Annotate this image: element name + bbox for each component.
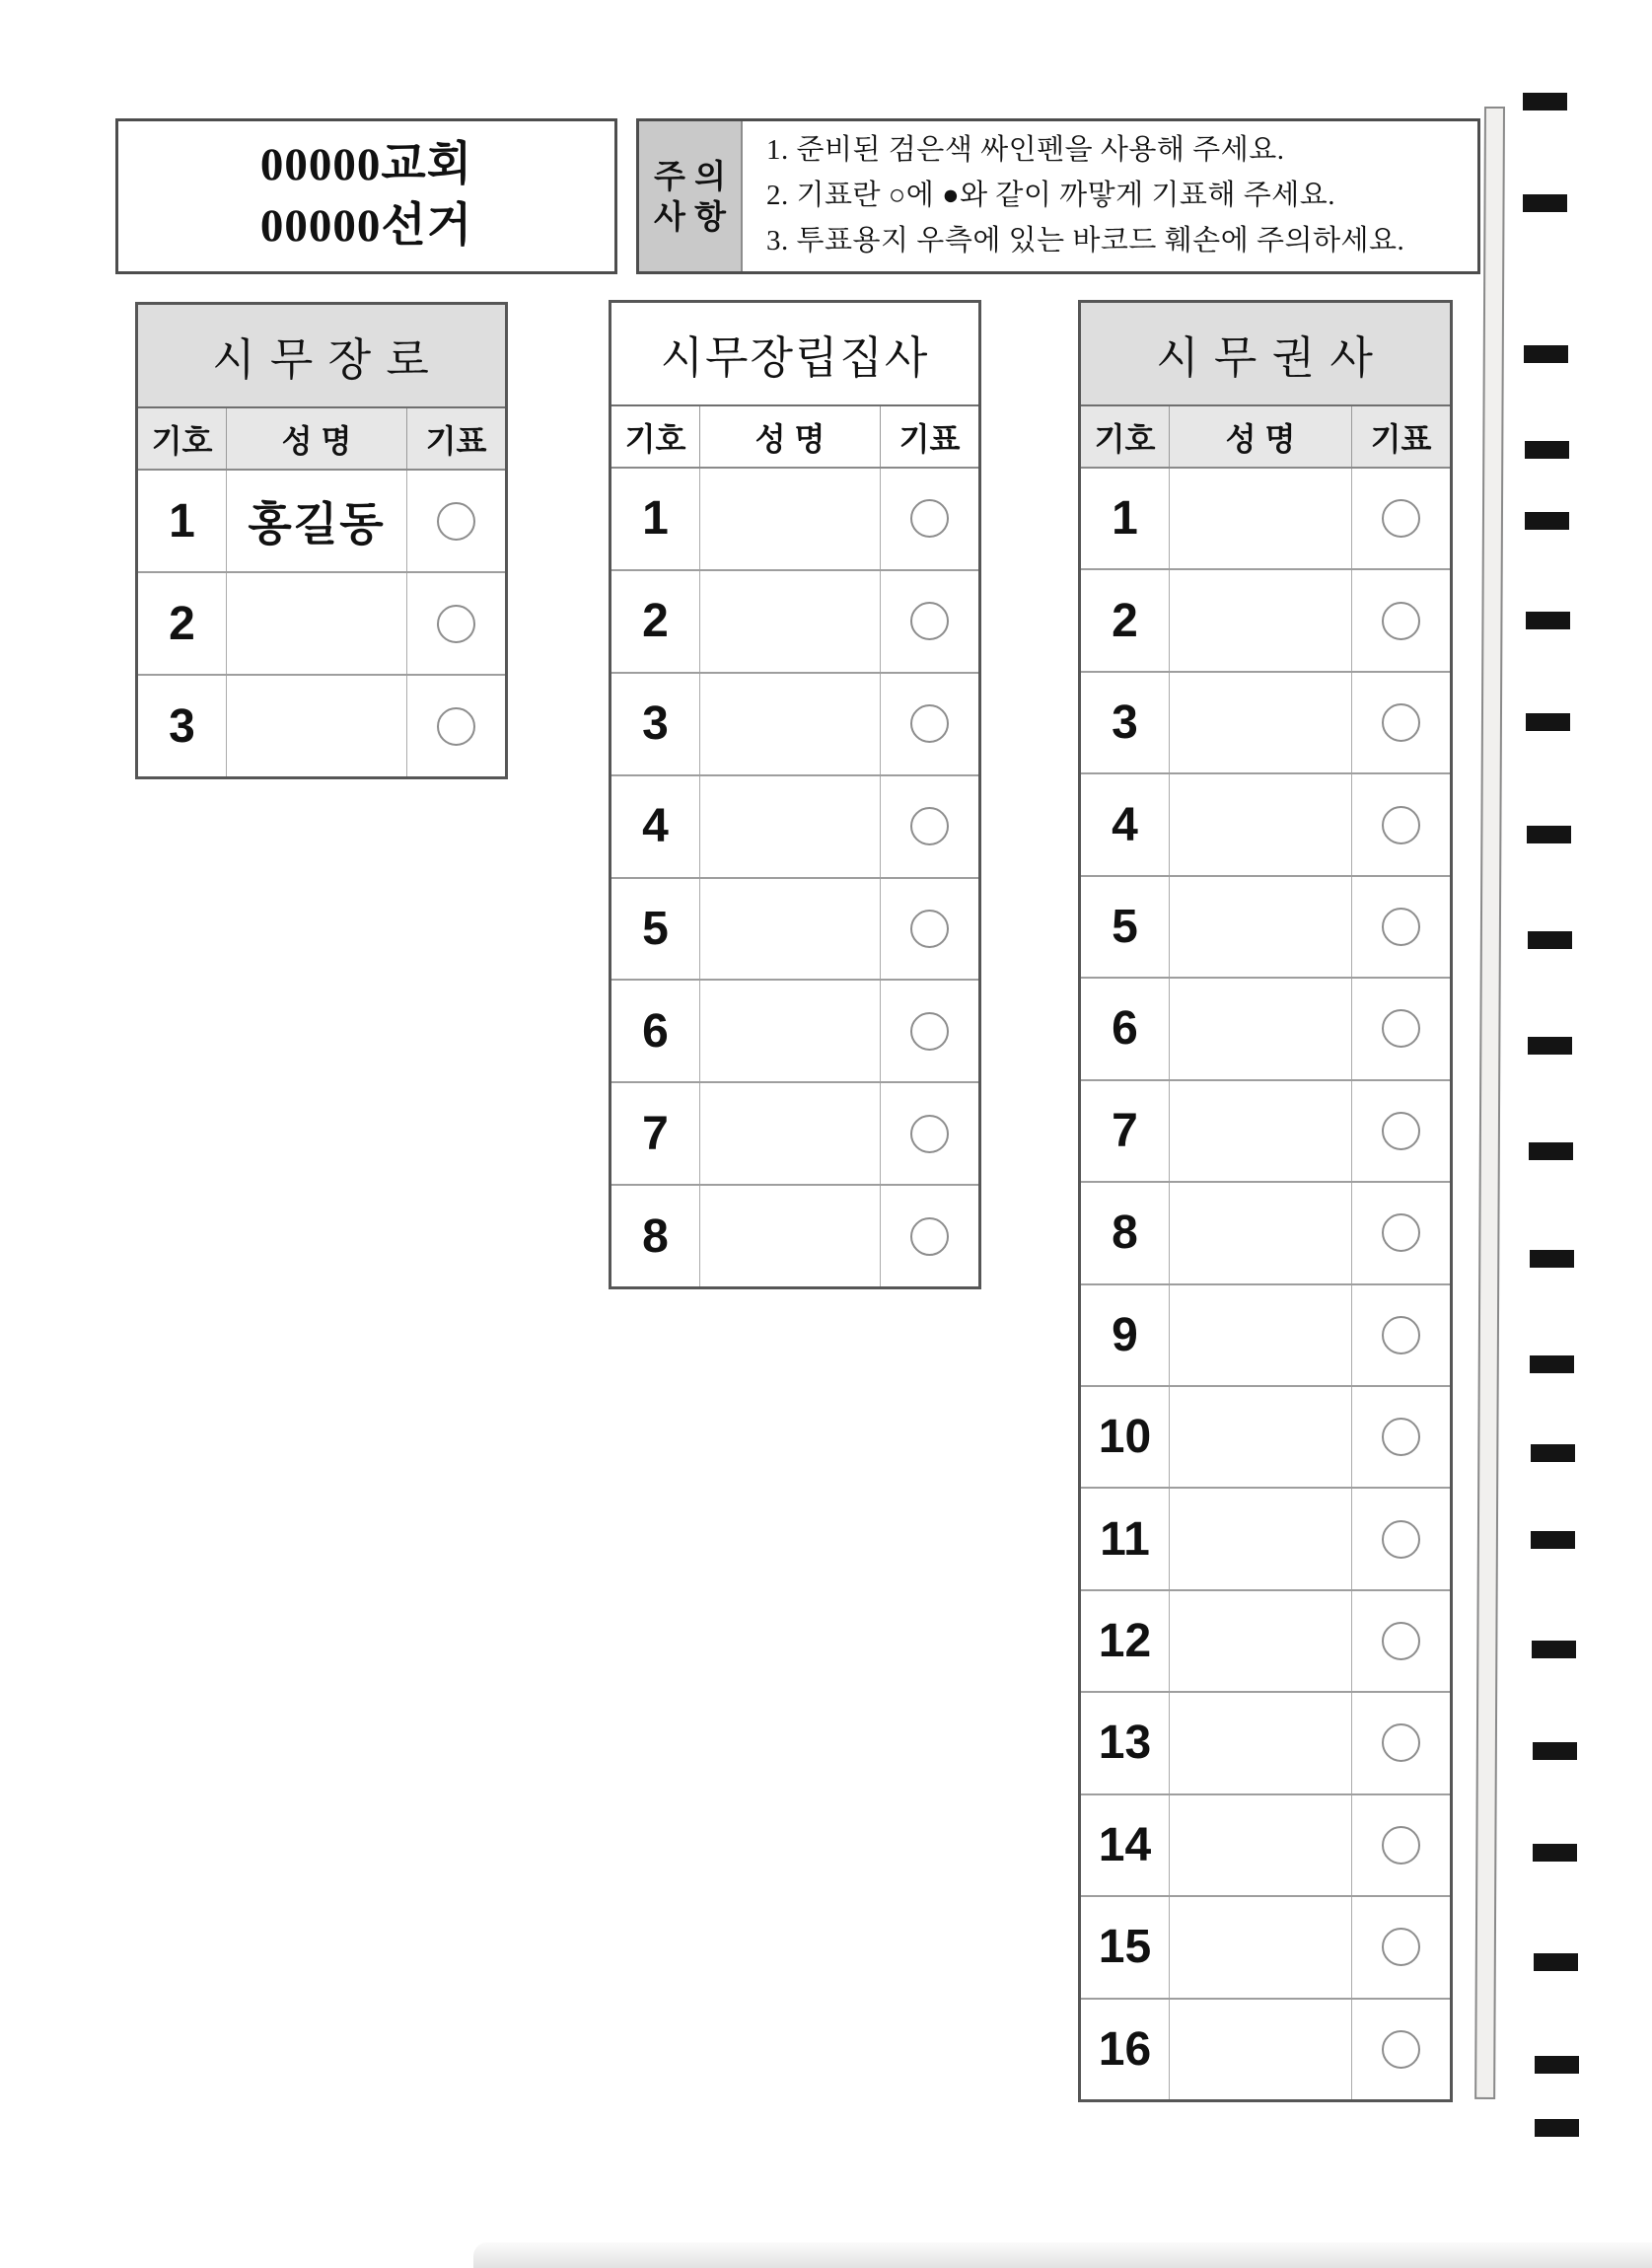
candidate-name	[227, 573, 407, 674]
candidate-name	[1170, 1285, 1352, 1385]
candidate-row	[611, 1083, 978, 1186]
mark-cell	[881, 981, 978, 1081]
candidate-row	[611, 776, 978, 879]
candidate-number: 3	[138, 676, 227, 776]
mark-circle[interactable]	[910, 910, 949, 948]
barcode-mark	[1533, 1742, 1577, 1760]
notice-label	[639, 121, 743, 271]
candidate-row	[611, 571, 978, 674]
barcode-mark	[1533, 1844, 1577, 1862]
candidate-number: 2	[1081, 570, 1170, 670]
mark-circle[interactable]	[910, 499, 949, 538]
candidate-row	[1081, 1897, 1450, 1999]
mark-circle[interactable]	[1382, 908, 1420, 946]
candidate-number: 12	[1081, 1591, 1170, 1691]
mark-cell	[407, 573, 505, 674]
candidate-number: 11	[1081, 1489, 1170, 1588]
mark-circle[interactable]	[1382, 1723, 1420, 1762]
column-header-number: 기호	[1081, 406, 1170, 467]
ballot-body	[1081, 469, 1450, 2099]
candidate-row	[1081, 673, 1450, 774]
candidate-row	[1081, 979, 1450, 1080]
mark-circle[interactable]	[1382, 703, 1420, 742]
barcode-mark	[1523, 194, 1567, 212]
column-header-number: 기호	[138, 408, 227, 469]
candidate-row	[138, 573, 505, 676]
mark-cell	[1352, 1183, 1450, 1282]
candidate-number: 16	[1081, 2000, 1170, 2099]
candidate-row	[611, 674, 978, 776]
candidate-row	[1081, 1285, 1450, 1387]
mark-circle[interactable]	[1382, 499, 1420, 538]
candidate-row	[611, 879, 978, 982]
candidate-number: 10	[1081, 1387, 1170, 1487]
mark-cell	[881, 469, 978, 569]
mark-circle[interactable]	[1382, 1418, 1420, 1456]
ballot-title: 시무장립집사	[611, 303, 978, 406]
mark-circle[interactable]	[1382, 1928, 1420, 1966]
mark-cell	[1352, 877, 1450, 977]
mark-cell	[407, 676, 505, 776]
mark-cell	[881, 674, 978, 774]
column-header-mark: 기표	[898, 420, 961, 457]
candidate-number: 6	[611, 981, 700, 1081]
candidate-row	[1081, 570, 1450, 672]
notice-box	[636, 118, 1480, 274]
mark-cell	[1352, 570, 1450, 670]
mark-cell	[1352, 1591, 1450, 1691]
election-name: 00000선거	[259, 200, 473, 252]
mark-cell	[1352, 1693, 1450, 1792]
candidate-name	[1170, 469, 1352, 568]
mark-circle[interactable]	[910, 704, 949, 743]
candidate-name	[700, 1083, 881, 1184]
barcode-mark	[1535, 2056, 1579, 2074]
mark-cell	[1352, 1387, 1450, 1487]
mark-cell	[1352, 1897, 1450, 1997]
mark-circle[interactable]	[1382, 1520, 1420, 1559]
ballot-table-simu-jangnip-jipsa	[609, 300, 981, 1289]
barcode-mark	[1528, 931, 1572, 949]
candidate-name	[1170, 774, 1352, 874]
barcode-mark	[1530, 1250, 1574, 1268]
mark-circle[interactable]	[910, 807, 949, 845]
title-card	[115, 118, 617, 274]
candidate-number: 9	[1081, 1285, 1170, 1385]
candidate-name	[700, 981, 881, 1081]
candidate-name	[1170, 979, 1352, 1078]
notice-items	[743, 121, 1477, 271]
mark-cell	[1352, 1285, 1450, 1385]
ballot-body	[611, 469, 978, 1286]
notice-item: 1. 준비된 검은색 싸인펜을 사용해 주세요.	[766, 134, 1285, 167]
mark-circle[interactable]	[910, 1012, 949, 1051]
mark-circle[interactable]	[1382, 1112, 1420, 1150]
candidate-row	[611, 469, 978, 571]
mark-circle[interactable]	[1382, 2030, 1420, 2069]
candidate-name	[227, 676, 407, 776]
candidate-number: 1	[1081, 469, 1170, 568]
candidate-number: 13	[1081, 1693, 1170, 1792]
candidate-number: 8	[611, 1186, 700, 1286]
mark-circle[interactable]	[910, 1115, 949, 1153]
mark-cell	[1352, 1489, 1450, 1588]
mark-circle[interactable]	[910, 1217, 949, 1256]
ballot-table-simu-kwonsa	[1078, 300, 1453, 2102]
mark-cell	[881, 776, 978, 877]
mark-cell	[407, 471, 505, 571]
candidate-name	[1170, 1183, 1352, 1282]
mark-circle[interactable]	[1382, 1316, 1420, 1354]
ballot-title: 시 무 장 로	[138, 305, 505, 408]
ballot-header-row	[1081, 406, 1450, 469]
barcode-mark	[1524, 345, 1568, 363]
barcode-mark	[1535, 2119, 1579, 2137]
candidate-number: 5	[611, 879, 700, 980]
candidate-number: 4	[611, 776, 700, 877]
candidate-number: 14	[1081, 1795, 1170, 1895]
candidate-row	[1081, 1183, 1450, 1284]
mark-circle[interactable]	[1382, 602, 1420, 640]
candidate-number: 3	[1081, 673, 1170, 772]
candidate-row	[1081, 1591, 1450, 1693]
mark-cell	[1352, 469, 1450, 568]
candidate-name	[700, 879, 881, 980]
notice-label-line: 주 의	[654, 157, 726, 194]
candidate-name	[1170, 1693, 1352, 1792]
mark-circle[interactable]	[437, 502, 475, 541]
column-header-mark: 기표	[425, 422, 487, 459]
candidate-row	[611, 981, 978, 1083]
candidate-row	[1081, 1693, 1450, 1794]
mark-cell	[1352, 1081, 1450, 1181]
column-header-name: 성 명	[227, 408, 407, 469]
candidate-name: 홍길동	[227, 471, 407, 571]
mark-cell	[1352, 673, 1450, 772]
candidate-number: 7	[1081, 1081, 1170, 1181]
candidate-name	[1170, 1897, 1352, 1997]
candidate-name	[700, 674, 881, 774]
ballot-header-row	[611, 406, 978, 469]
barcode-mark	[1523, 93, 1567, 110]
mark-circle[interactable]	[1382, 1826, 1420, 1865]
notice-item: 3. 투표용지 우측에 있는 바코드 훼손에 주의하세요.	[766, 224, 1405, 256]
barcode-mark	[1531, 1444, 1575, 1462]
candidate-number: 8	[1081, 1183, 1170, 1282]
mark-cell	[881, 1083, 978, 1184]
mark-circle[interactable]	[437, 707, 475, 746]
candidate-name	[1170, 1795, 1352, 1895]
candidate-number: 7	[611, 1083, 700, 1184]
barcode-mark	[1530, 1355, 1574, 1373]
mark-cell	[881, 879, 978, 980]
candidate-name	[700, 1186, 881, 1286]
column-header-name: 성 명	[1170, 406, 1352, 467]
mark-circle[interactable]	[437, 605, 475, 643]
candidate-name	[1170, 1081, 1352, 1181]
mark-cell	[881, 571, 978, 672]
candidate-name	[700, 571, 881, 672]
candidate-row	[1081, 469, 1450, 570]
candidate-row	[1081, 1489, 1450, 1590]
barcode-mark	[1525, 441, 1569, 459]
barcode-mark	[1525, 512, 1569, 530]
candidate-row	[1081, 1387, 1450, 1489]
barcode-mark	[1528, 1037, 1572, 1055]
candidate-name	[1170, 2000, 1352, 2099]
mark-circle[interactable]	[1382, 806, 1420, 844]
mark-circle[interactable]	[1382, 1213, 1420, 1252]
candidate-name	[1170, 1387, 1352, 1487]
candidate-name	[1170, 1591, 1352, 1691]
barcode-mark	[1527, 826, 1571, 843]
candidate-number: 2	[611, 571, 700, 672]
scan-strip	[1474, 107, 1505, 2099]
candidate-number: 1	[611, 469, 700, 569]
mark-circle[interactable]	[1382, 1622, 1420, 1660]
column-header-mark: 기표	[1370, 420, 1432, 457]
barcode-mark	[1526, 713, 1570, 731]
candidate-name	[1170, 570, 1352, 670]
ballot-body	[138, 471, 505, 776]
candidate-number: 6	[1081, 979, 1170, 1078]
church-name: 00000교회	[259, 139, 473, 191]
notice-label-line: 사 항	[654, 198, 726, 235]
candidate-name	[700, 776, 881, 877]
column-header-number: 기호	[611, 406, 700, 467]
candidate-row	[1081, 1795, 1450, 1897]
ballot-header-row	[138, 408, 505, 471]
candidate-name	[1170, 877, 1352, 977]
candidate-name	[1170, 673, 1352, 772]
mark-cell	[1352, 1795, 1450, 1895]
candidate-name	[700, 469, 881, 569]
scan-shadow	[473, 2242, 1652, 2268]
candidate-row	[138, 676, 505, 776]
barcode-mark	[1532, 1641, 1576, 1658]
barcode-mark	[1534, 1953, 1578, 1971]
barcode-mark	[1531, 1531, 1575, 1549]
mark-cell	[1352, 979, 1450, 1078]
candidate-row	[1081, 1081, 1450, 1183]
barcode-mark	[1529, 1142, 1573, 1160]
candidate-row	[1081, 2000, 1450, 2099]
mark-cell	[881, 1186, 978, 1286]
mark-cell	[1352, 2000, 1450, 2099]
candidate-number: 1	[138, 471, 227, 571]
candidate-number: 4	[1081, 774, 1170, 874]
column-header-name: 성 명	[700, 406, 881, 467]
candidate-row	[1081, 877, 1450, 979]
candidate-number: 3	[611, 674, 700, 774]
candidate-number: 5	[1081, 877, 1170, 977]
notice-item: 2. 기표란 ○에 ●와 같이 까맣게 기표해 주세요.	[766, 180, 1336, 212]
mark-circle[interactable]	[910, 602, 949, 640]
candidate-name	[1170, 1489, 1352, 1588]
ballot-table-simu-jangno	[135, 302, 508, 779]
barcode-mark	[1526, 612, 1570, 629]
mark-cell	[1352, 774, 1450, 874]
candidate-row	[611, 1186, 978, 1286]
mark-circle[interactable]	[1382, 1009, 1420, 1048]
candidate-number: 15	[1081, 1897, 1170, 1997]
candidate-number: 2	[138, 573, 227, 674]
candidate-row	[1081, 774, 1450, 876]
ballot-title: 시 무 권 사	[1081, 303, 1450, 406]
candidate-row	[138, 471, 505, 573]
